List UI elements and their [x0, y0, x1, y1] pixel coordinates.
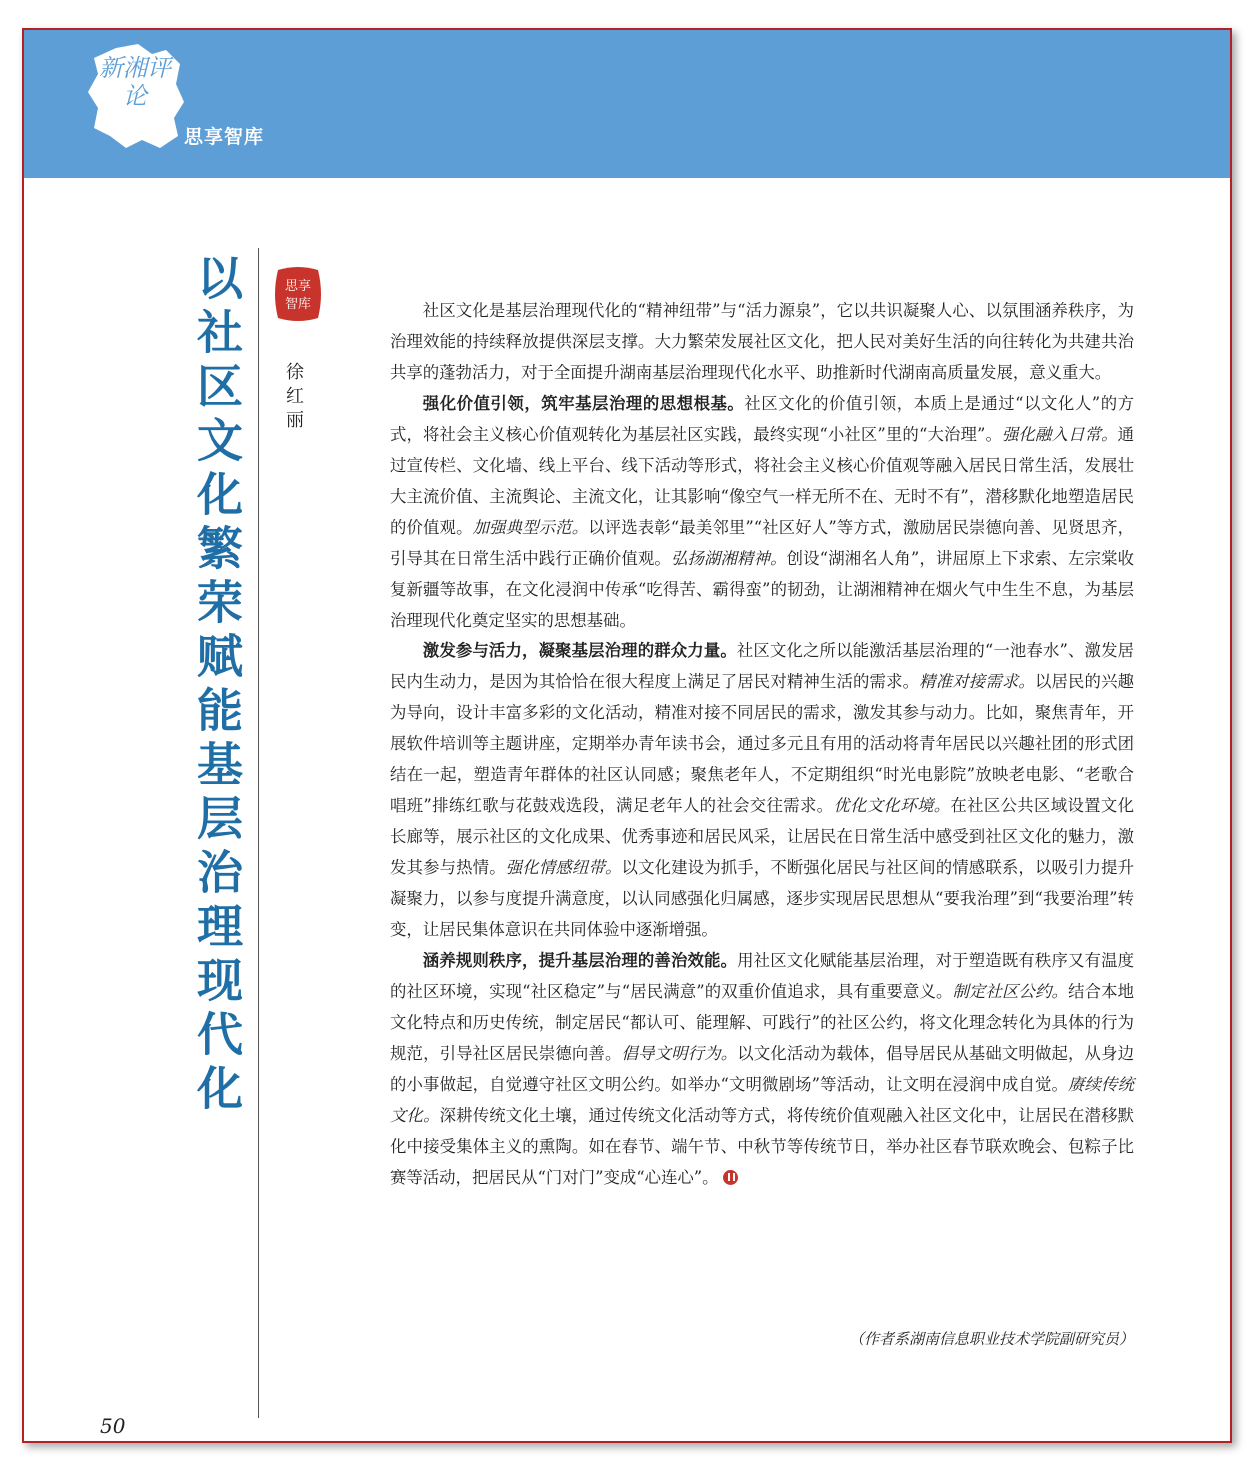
keyword-label: 精准对接需求。 — [919, 672, 1035, 692]
svg-text:思享: 思享 — [284, 279, 312, 294]
logo-text: 新湘评论 — [99, 54, 171, 110]
paragraph-text: 社区文化的价值引领，本质上是通过“以文化人”的方式，将社会主义核心价值观转化为基层社区实践，最终实现“小社区”里的“大治理”。 — [390, 393, 1135, 444]
paragraph-text: 深耕传统文化土壤，通过传统文化活动等方式，将传统价值观融入社区文化中，让居民在潜移默化中接受集体主义的熏陶。如在春节、端午节、中秋节等传统节日，举办社区春节联欢晚会、包粽子比赛等活动，把居民从“门对门”变成“心连心”。 — [390, 1105, 1135, 1187]
section-label: 思享智库 — [184, 126, 265, 148]
paragraph-text: 以居民的兴趣为导向，设计丰富多彩的文化活动，精准对接不同居民的需求，激发其参与动力。比如，聚焦青年，开展软件培训等主题讲座，定期举办青年读书会，通过多元且有用的活动将青年居民以兴趣社团的形式团结在一起，塑造青年群体的社区认同感；聚焦老年人，不定期组织“时光电影院”放映老电影、“老歌合唱班”排练红歌与花鼓戏选段，满足老年人的社会交往需求。 — [390, 672, 1135, 816]
paragraph-text: 以文化活动为载体，倡导居民从基础文明做起，从身边的小事做起，自觉遵守社区文明公约。如举办“文明微剧场”等活动，让文明在浸润中成自觉。 — [390, 1043, 1135, 1094]
keyword-label: 倡导文明行为。 — [621, 1043, 738, 1063]
article-title: 以社区文化繁荣赋能基层治理现代化 — [190, 254, 244, 1118]
paragraph-section-3 — [390, 946, 1134, 1194]
keyword-label: 弘扬湖湘精神。 — [670, 548, 787, 568]
seal-stamp-icon — [272, 266, 324, 322]
paragraph-text: 社区文化是基层治理现代化的“精神纽带”与“活力源泉”，它以共识凝聚人心、以氛围涵养秩序，为治理效能的持续释放提供深层支撑。大力繁荣发展社区文化，把人民对美好生活的向往转化为共建共治共享的蓬勃活力，对于全面提升湖南基层治理现代化水平、助推新时代湖南高质量发展，意义重大。 — [390, 301, 1134, 382]
paragraph-text: 创设“湖湘名人角”，讲屈原上下求索、左宗棠收复新疆等故事，在文化浸润中传承“吃得苦、霸得蛮”的韧劲，让湖湘精神在烟火气中生生不息，为基层治理现代化奠定坚实的思想基础。 — [390, 548, 1135, 630]
keyword-label: 加强典型示范。 — [472, 517, 589, 537]
paragraph-text: 在社区公共区域设置文化长廊等，展示社区的文化成果、优秀事迹和居民风采，让居民在日常生活中感受到社区文化的魅力，激发其参与热情。 — [390, 796, 1134, 878]
page-number: 50 — [100, 1414, 126, 1438]
paragraph-section-1 — [390, 389, 1134, 637]
keyword-label: 赓续传统文化。 — [390, 1074, 1134, 1125]
keyword-label: 优化文化环境。 — [833, 796, 951, 816]
page-frame — [22, 28, 1232, 1443]
section-heading: 强化价值引领，筑牢基层治理的思想根基。 — [422, 393, 745, 413]
paragraph-intro — [390, 296, 1134, 389]
paragraph-text: 社区文化之所以能激活基层治理的“一池春水”、激发居民内生动力，是因为其恰恰在很大程度上满足了居民对精神生活的需求。 — [390, 641, 1134, 692]
paragraph-section-2 — [390, 636, 1134, 946]
paragraph-text: 以评选表彰“最美邻里”“社区好人”等方式，激励居民崇德向善、见贤思齐，引导其在日常生活中践行正确价值观。 — [390, 517, 1135, 568]
author-note: （作者系湖南信息职业技术学院副研究员） — [848, 1330, 1134, 1348]
article-body — [390, 296, 1134, 1194]
svg-text:智库: 智库 — [284, 297, 312, 312]
section-heading: 激发参与活力，凝聚基层治理的群众力量。 — [422, 641, 737, 661]
paragraph-text: 用社区文化赋能基层治理，对于塑造既有秩序又有温度的社区环境，实现“社区稳定”与“居民满意”的双重价值追求，具有重要意义。 — [390, 951, 1135, 1001]
keyword-label: 强化融入日常。 — [1002, 424, 1118, 444]
title-divider — [258, 248, 259, 1418]
header-band — [24, 30, 1230, 178]
keyword-label: 强化情感纽带。 — [505, 858, 622, 878]
keyword-label: 制定社区公约。 — [952, 981, 1069, 1001]
paragraph-text: 以文化建设为抓手，不断强化居民与社区间的情感联系，以吸引力提升凝聚力，以参与度提升满意度，以认同感强化归属感，逐步实现居民思想从“要我治理”到“我要治理”转变，让居民集体意识在共同体验中逐渐增强。 — [390, 858, 1135, 940]
author-name: 徐红丽 — [283, 362, 304, 434]
section-heading: 涵养规则秩序，提升基层治理的善治效能。 — [422, 951, 738, 971]
paragraph-text: 通过宣传栏、文化墙、线上平台、线下活动等形式，将社会主义核心价值观等融入居民日常生活，发展壮大主流价值、主流舆论、主流文化，让其影响“像空气一样无所不在、无时不有”，潜移默化地塑造居民的价值观。 — [390, 424, 1135, 537]
end-mark-icon — [723, 1170, 738, 1185]
paragraph-text: 结合本地文化特点和历史传统，制定居民“都认可、能理解、可践行”的社区公约，将文化理念转化为具体的行为规范，引导社区居民崇德向善。 — [390, 981, 1135, 1063]
